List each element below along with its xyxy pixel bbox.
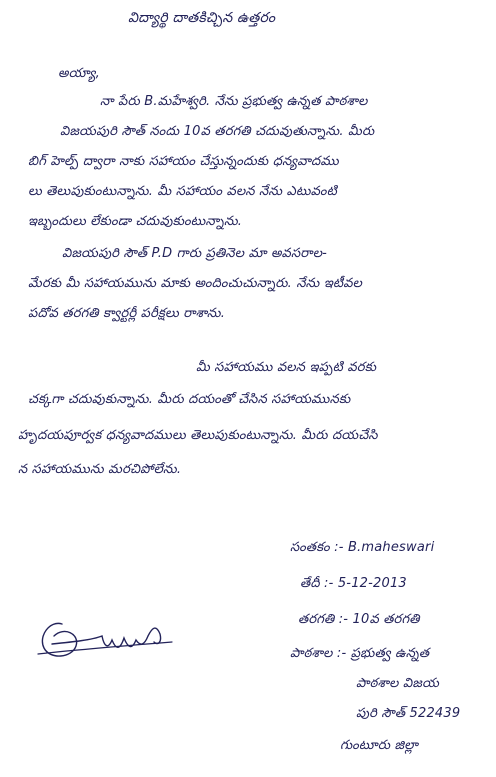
school-line-2: పాఠశాల విజయ [356,676,439,691]
date-line: తేదీ :- 5-12-2013 [300,576,407,591]
body-line-8: పదోవ తరగతి క్వార్టర్లీ పరీక్షలు రాశాను. [28,306,226,321]
body-line-7: మేరకు మీ సహాయమును మాకు అందించుచున్నారు. నేను ఇటీవల [28,276,363,291]
body-line-10: చక్కగా చదువుకున్నాను. మీరు దయంతో చేసిన సహాయమునకు [28,392,351,407]
body-line-3: బిగ్ హెల్ప్ ద్వారా నాకు సహాయం చేస్తున్నందుకు ధన్యవాదము [28,154,339,169]
handwritten-signature [32,606,182,666]
body-line-11: హృదయపూర్వక ధన్యవాదములు తెలుపుకుంటున్నాను. మీరు దయచేసి [18,428,378,443]
school-line-3: పురి సౌత్ 522439 [356,706,461,721]
body-line-4: లు తెలుపుకుంటున్నాను. మీ సహాయం వలన నేను ఎటువంటి [28,184,337,199]
body-line-12: న సహాయమును మరచిపోలేను. [18,462,182,477]
letter-title: విద్యార్థి దాతకిచ్చిన ఉత్తరం [128,10,276,26]
body-line-5: ఇబ్బందులు లేకుండా చదువుకుంటున్నాను. [28,214,243,229]
salutation: అయ్యా, [58,66,100,81]
body-line-2: విజయపురి సౌత్ నందు 10వ తరగతి చదువుతున్నాను. మీరు [60,124,375,139]
school-line-1: పాఠశాల :- ప్రభుత్వ ఉన్నత [290,646,430,661]
body-line-1: నా పేరు B.మహేశ్వరి. నేను ప్రభుత్వ ఉన్నత పాఠశాల [100,94,368,109]
district-line: గుంటూరు జిల్లా [340,738,419,753]
body-line-6: విజయపురి సౌత్ P.D గారు ప్రతినెల మా అవసరాల- [62,246,327,261]
signature-label: సంతకం :- B.maheswari [290,540,435,555]
class-line: తరగతి :- 10వ తరగతి [298,612,420,627]
body-line-9: మీ సహాయము వలన ఇప్పటి వరకు [196,360,377,375]
